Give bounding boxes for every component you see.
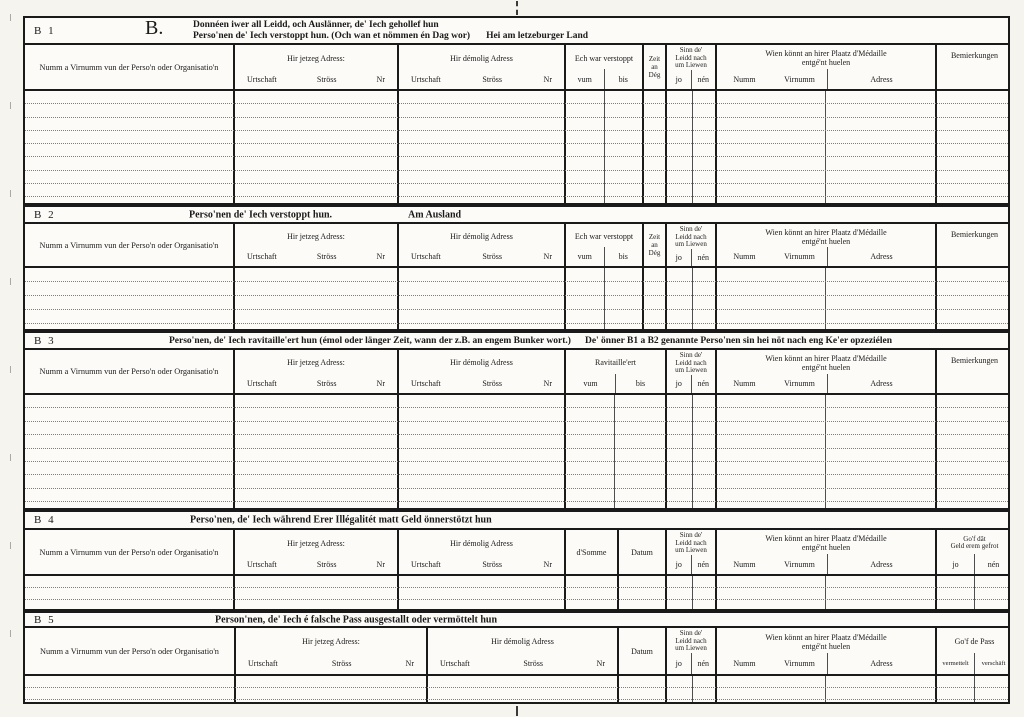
ruled-line — [25, 296, 1008, 310]
sub-nr: Nr — [376, 74, 385, 84]
ruled-line — [25, 435, 1008, 448]
col-still-alive: Sinn de' Leidd nach um Liewen jo nén — [665, 350, 715, 393]
col-zeit-an-deg: Zeit an Dég — [642, 45, 665, 89]
section-b1-title-line2: Perso'nen de' Iech verstoppt hun. (Och wan et nömmen én Dag wor) — [193, 30, 471, 41]
col-datum: Datum — [617, 628, 665, 674]
section-b1-title-line2-wrap — [193, 31, 588, 42]
sub-adress: Adress — [827, 69, 935, 89]
col-pass-provided: Go'f de Pass vermettelt verschäft — [935, 628, 1012, 674]
col-name: Numm a Virnumm vun der Perso'n oder Organisatio'n — [39, 240, 219, 250]
col-zeit-an-deg: Zeit an Dég — [642, 224, 665, 266]
center-fold-mark-bottom — [516, 706, 518, 716]
section-b1-title-line1: Donnéen iwer all Leidd, och Auslänner, de' Iech gehollef hun — [193, 20, 439, 30]
section-b4-header — [25, 530, 1008, 576]
section-b1-titlebar — [25, 18, 1008, 45]
section-b4-title: Perso'nen, de' Iech während Erer Illégalitét matt Geld önnerstötzt hun — [190, 514, 492, 526]
ruled-line — [25, 422, 1008, 435]
col-datum: Datum — [617, 530, 665, 574]
ruled-line — [25, 462, 1008, 475]
section-b4-titlebar — [25, 512, 1008, 530]
sub-vum: vum — [577, 74, 592, 84]
section-b5-body — [25, 676, 1008, 702]
ruled-line — [25, 588, 1008, 600]
body-ruled-lines — [25, 395, 1008, 508]
section-b3-label: B 3 — [34, 334, 56, 347]
ruled-line — [25, 171, 1008, 184]
ruled-line — [25, 576, 1008, 588]
col-name: Numm a Virnumm vun der Perso'n oder Organisatio'n — [39, 367, 219, 376]
col-hidden-period: Ech war verstoppt vum bis — [564, 224, 642, 266]
section-b3-body — [25, 395, 1008, 508]
section-b5 — [23, 611, 1010, 704]
ruled-line — [25, 184, 1008, 197]
sub-nen: nén — [691, 70, 716, 90]
ruled-line — [25, 688, 1008, 700]
body-ruled-lines — [25, 268, 1008, 329]
col-name: Numm a Virnumm vun der Perso'n oder Organisatio'n — [40, 646, 219, 656]
ruled-line — [25, 157, 1008, 170]
col-medal-recipient: Wien könnt an hirer Plaatz d'Médaille entgé'nt huelen Numm Virnumm Adress — [715, 628, 935, 674]
section-b5-label: B 5 — [34, 613, 56, 626]
ruled-line — [25, 104, 1008, 117]
col-still-alive: Sinn de' Leidd nach um Liewen jo nén — [665, 224, 715, 266]
col-still-alive: Sinn de' Leidd nach um Liewen jo nén — [665, 628, 715, 674]
sub-nr: Nr — [543, 74, 552, 84]
section-b2-title-right: Am Ausland — [408, 209, 462, 220]
section-b1-title-right: Hei am letzeburger Land — [486, 30, 589, 41]
ruled-line — [25, 475, 1008, 488]
body-ruled-lines — [25, 576, 1008, 609]
section-b2-title: Perso'nen de' Iech verstoppt hun. — [189, 209, 333, 220]
section-b3-header — [25, 350, 1008, 395]
section-b-letter: B. — [145, 17, 164, 39]
col-still-alive: Sinn de' Leidd nach um Liewen jo nén — [665, 45, 715, 89]
col-medal-recipient: Wien könnt an hirer Plaatz d'Médaille entgé'nt huelen Numm Virnumm Adress — [715, 530, 935, 574]
ruled-line — [25, 131, 1008, 144]
body-ruled-lines — [25, 91, 1008, 203]
ruled-line — [25, 268, 1008, 282]
section-b1 — [23, 16, 1010, 205]
sub-stross: Ströss — [482, 74, 502, 84]
col-name: Numm a Virnumm vun der Perso'n oder Organisatio'n — [39, 62, 219, 72]
sub-urtschaft: Urtschaft — [411, 74, 441, 84]
section-b1-title — [193, 20, 588, 41]
col-money-asked-back: Go'f dât Geld erem gefrot jo nén — [935, 530, 1012, 574]
section-b4-body — [25, 576, 1008, 609]
section-b4 — [23, 510, 1010, 611]
section-b2-titlebar — [25, 207, 1008, 224]
ruled-line — [25, 395, 1008, 408]
sub-jo: jo — [675, 74, 682, 84]
col-remarks: Bemierkungen — [935, 350, 1012, 393]
section-b5-title: Person'nen, de' Iech é falsche Pass ausgestallt oder vermöttelt hun — [215, 614, 498, 625]
col-former-address: Hir démolig Adress Urtschaft Ströss Nr — [397, 530, 564, 574]
col-current-address: Hir jetzeg Adress: Urtschaft Ströss Nr — [233, 530, 397, 574]
section-b5-header — [25, 628, 1008, 676]
col-still-alive: Sinn de' Leidd nach um Liewen jo nén — [665, 530, 715, 574]
col-current-address: Hir jetzeg Adress: Urtschaft Ströss Nr — [234, 628, 426, 674]
ruled-line — [25, 118, 1008, 131]
sub-numm: Numm — [733, 74, 756, 84]
ruled-line — [25, 144, 1008, 157]
col-current-address: Hir jetzeg Adress: Urtschaft Ströss Nr — [233, 350, 397, 393]
col-former-address: Hir démolig Adress Urtschaft Ströss Nr — [397, 45, 564, 89]
col-former-address: Hir démolig Adress Urtschaft Ströss Nr — [397, 350, 564, 393]
sub-urtschaft: Urtschaft — [247, 74, 277, 84]
col-hidden-period: Ech war verstoppt vum bis — [564, 45, 642, 89]
col-name: Numm a Virnumm vun der Perso'n oder Organisatio'n — [39, 547, 219, 557]
section-b1-body — [25, 91, 1008, 203]
col-former-address: Hir démolig Adress Urtschaft Ströss Nr — [426, 628, 617, 674]
ruled-line — [25, 282, 1008, 296]
ruled-line — [25, 676, 1008, 688]
sub-stross: Ströss — [316, 74, 337, 84]
section-b3-titlebar — [25, 333, 1008, 350]
ruled-line — [25, 408, 1008, 421]
col-medal-recipient: Wien könnt an hirer Plaatz d'Médaille entgé'nt huelen Numm Virnumm Adress — [715, 350, 935, 393]
section-b2 — [23, 205, 1010, 331]
col-medal-recipient: Wien könnt an hirer Plaatz d'Médaille entgé'nt huelen Numm Virnumm Adress — [715, 45, 935, 89]
sub-virnumm: Virnumm — [784, 74, 815, 84]
questionnaire-form — [23, 16, 1010, 704]
left-margin-fold-marks — [10, 14, 11, 706]
col-remarks: Bemierkungen — [935, 224, 1012, 266]
sub-bis: bis — [604, 69, 643, 89]
section-b1-header — [25, 45, 1008, 91]
section-b2-label: B 2 — [34, 208, 56, 221]
col-somme: d'Somme — [564, 530, 617, 574]
section-b5-titlebar — [25, 613, 1008, 628]
section-b2-header — [25, 224, 1008, 268]
col-current-address: Hir jetzeg Adress: Urtschaft Ströss Nr — [233, 224, 397, 266]
col-ravitailleert: Ravitaille'ert vum bis — [564, 350, 665, 393]
col-current-address: Hir jetzeg Adress: Urtschaft Ströss Nr — [233, 45, 397, 89]
section-b4-label: B 4 — [34, 514, 56, 526]
section-b3-title: Perso'nen, de' Iech ravitaille'ert hun (émol oder länger Zeit, wann der z.B. an engem Bunker wort.) De' önner B1 a B2 genannte Perso'nen sin hei nöt nach eng Ke'er opzeziélen — [169, 335, 893, 346]
ruled-line — [25, 91, 1008, 104]
col-remarks: Bemierkungen — [935, 45, 1012, 89]
section-b2-body — [25, 268, 1008, 329]
ruled-line — [25, 489, 1008, 502]
center-fold-mark-top — [516, 1, 518, 15]
ruled-line — [25, 449, 1008, 462]
section-b1-label: B 1 — [34, 24, 56, 37]
section-b3 — [23, 331, 1010, 510]
body-ruled-lines — [25, 676, 1008, 702]
ruled-line — [25, 310, 1008, 324]
col-former-address: Hir démolig Adress Urtschaft Ströss Nr — [397, 224, 564, 266]
section-b3-title-right: De' önner B1 a B2 genannte Perso'nen sin hei nöt nach eng Ke'er opzeziélen — [584, 335, 893, 346]
col-medal-recipient: Wien könnt an hirer Plaatz d'Médaille entgé'nt huelen Numm Virnumm Adress — [715, 224, 935, 266]
